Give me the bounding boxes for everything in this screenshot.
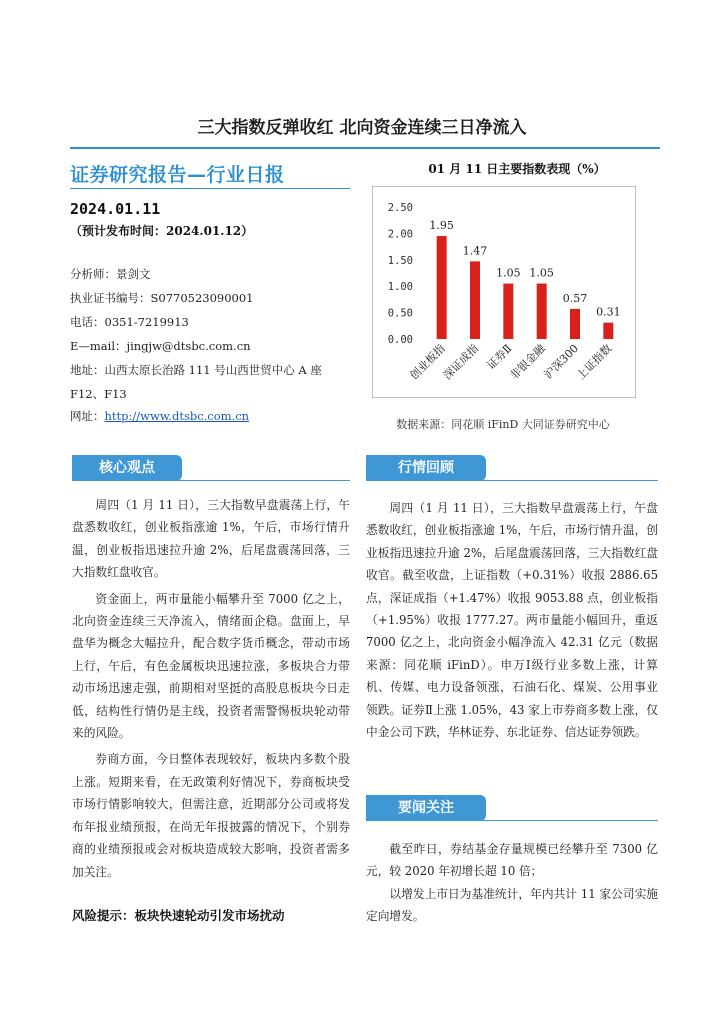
core-paragraph-1: 周四（1 月 11 日），三大指数早盘震荡上行，午盘悉数收红，创业板指涨逾 1%，午后，市场行情升温，创业板指迅速拉升逾 2%，后尾盘震荡回落，三大指数红盘收官。 bbox=[72, 498, 350, 580]
risk-warning: 风险提示：板块快速轮动引发市场扰动 bbox=[72, 908, 285, 923]
index-chart bbox=[372, 186, 636, 398]
website-label: 网址： bbox=[70, 409, 105, 423]
news-paragraph-2: 以增发上市日为基准统计，年内共计 11 家公司实施定向增发。 bbox=[366, 886, 658, 924]
chart-source: 数据来源：同花顺 iFinD 大同证券研究中心 bbox=[396, 418, 610, 431]
website-row bbox=[70, 408, 249, 424]
y-tick-label: 1.50 bbox=[387, 254, 413, 267]
analyst-name: 分析师：景剑文 bbox=[70, 267, 151, 281]
bar-value-label: 0.57 bbox=[562, 291, 588, 305]
publish-date: （预计发布时间：2024.01.12） bbox=[70, 224, 254, 238]
market-heading-line bbox=[366, 480, 658, 481]
chart-title: 01 月 11 日主要指数表现（%） bbox=[428, 162, 606, 176]
news-paragraph-1: 截至昨日，券结基金存量规模已经攀升至 7300 亿元，较 2020 年初增长超 10 倍； bbox=[366, 842, 658, 879]
x-category-label: 深证成指 bbox=[440, 341, 482, 383]
y-tick-label: 0.50 bbox=[387, 307, 413, 320]
bar bbox=[503, 284, 513, 339]
x-category-label: 创业板指 bbox=[407, 341, 448, 383]
y-tick-label: 0.00 bbox=[387, 334, 413, 346]
market-body bbox=[366, 497, 658, 743]
core-body bbox=[72, 494, 350, 883]
page-title: 三大指数反弹收红 北向资金连续三日净流入 bbox=[197, 118, 527, 138]
bar bbox=[570, 309, 580, 339]
market-heading: 行情回顾 bbox=[366, 455, 486, 481]
bar-value-label: 1.95 bbox=[429, 219, 454, 233]
bar bbox=[603, 323, 613, 339]
analyst-address: 地址：山西太原长治路 111 号山西世贸中心 A 座 bbox=[70, 363, 322, 377]
report-date: 2024.01.11 bbox=[70, 200, 161, 218]
title-divider bbox=[70, 147, 660, 149]
x-category-label: 非银金融 bbox=[507, 341, 548, 383]
x-category-label: 沪深300 bbox=[541, 341, 582, 382]
bar bbox=[537, 284, 547, 339]
y-tick-label: 2.50 bbox=[387, 202, 413, 214]
bar bbox=[470, 261, 480, 339]
analyst-phone: 电话：0351-7219913 bbox=[70, 315, 189, 329]
index-chart-svg bbox=[373, 187, 635, 397]
website-link[interactable]: http://www.dtsbc.com.cn bbox=[104, 409, 250, 423]
core-paragraph-3: 券商方面，今日整体表现较好，板块内多数个股上涨。短期来看，在无政策利好情况下，券商板块受市场行情影响较大，但需注意，近期部分公司或将发布年报业绩预报，在尚无年报披露的情况下，个别券商的业绩预报或会对板块造成较大影响，投资者需多加关注。 bbox=[72, 752, 350, 879]
market-paragraph: 周四（1 月 11 日），三大指数早盘震荡上行，午盘悉数收红，创业板指涨逾 1%，午后，市场行情升温，创业板指迅速拉升逾 2%，后尾盘震荡回落，三大指数红盘收官。截至收盘，上证指数（+0.31%）收报 2886.65 点，深证成指（+1.47%）收报 9053.88 点，创业板指（+1.95%）收报 1777.27。两市量能小幅回升，重返 7000 亿之上，北向资金小幅净流入 42.31 亿元（数据来源：同花顺 iFinD）。申万Ⅰ级行业多数上涨，计算机、传媒、电力设备领涨，石油石化、煤炭、公用事业领跌。证券Ⅱ上涨 1.05%，43 家上市券商多数上涨，仅中金公司下跌，华林证券、东北证券、信达证券领跌。 bbox=[366, 501, 658, 740]
y-tick-label: 1.00 bbox=[387, 281, 413, 294]
bar-value-label: 1.05 bbox=[529, 266, 554, 280]
core-heading-line bbox=[72, 480, 350, 481]
bar-value-label: 0.31 bbox=[596, 305, 621, 319]
x-category-label: 证券Ⅱ bbox=[484, 341, 515, 372]
news-heading-line bbox=[366, 820, 658, 821]
analyst-address-line2: F12、F13 bbox=[70, 387, 127, 401]
bar-value-label: 1.05 bbox=[496, 266, 521, 280]
analyst-license: 执业证书编号：S0770523090001 bbox=[70, 291, 254, 305]
x-category-label: 上证指数 bbox=[574, 341, 615, 383]
y-tick-label: 2.00 bbox=[387, 228, 413, 241]
analyst-email: E—mail：jingjw@dtsbc.com.cn bbox=[70, 339, 251, 353]
core-paragraph-2: 资金面上，两市量能小幅攀升至 7000 亿之上，北向资金连续三天净流入，情绪面企稳。盘面上，早盘华为概念大幅拉升，配合数字货币概念，带动市场上行，午后，有色金属板块迅速拉涨，多板块合力带动市场迅速走强，前期相对坚挺的高股息板块今日走低，结构性行情仍是主线，投资者需警惕板块轮动带来的风险。 bbox=[72, 591, 350, 741]
news-heading: 要闻关注 bbox=[366, 795, 486, 821]
bar bbox=[437, 236, 447, 339]
bar-value-label: 1.47 bbox=[462, 244, 488, 258]
core-heading: 核心观点 bbox=[72, 455, 182, 481]
report-type: 证券研究报告—行业日报 bbox=[70, 164, 285, 186]
news-body bbox=[366, 838, 658, 928]
report-type-divider bbox=[70, 188, 350, 189]
